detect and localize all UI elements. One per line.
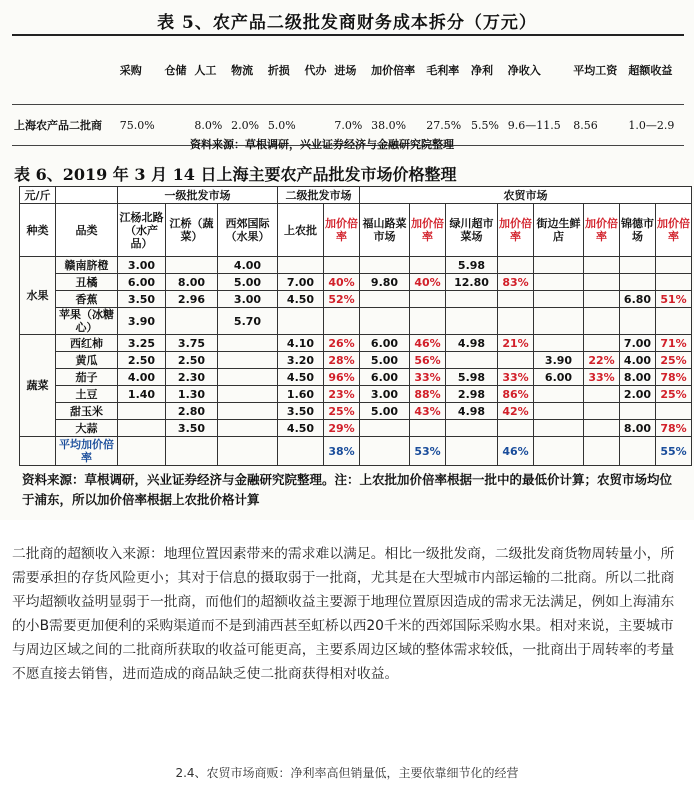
price-cell: 29% xyxy=(324,420,360,437)
average-cell xyxy=(218,437,278,466)
price-cell: 56% xyxy=(410,352,446,369)
item-name-cell: 土豆 xyxy=(56,386,118,403)
price-cell: 3.50 xyxy=(278,403,324,420)
price-cell xyxy=(278,257,324,274)
col-header: 锦德市场 xyxy=(620,204,656,257)
price-cell: 12.80 xyxy=(446,274,498,291)
price-cell xyxy=(218,352,278,369)
price-cell xyxy=(360,420,410,437)
price-cell: 96% xyxy=(324,369,360,386)
price-cell: 8.00 xyxy=(166,274,218,291)
average-cell: 53% xyxy=(410,437,446,466)
price-cell: 5.70 xyxy=(218,308,278,335)
table5-header-cell xyxy=(12,35,118,105)
price-cell: 6.80 xyxy=(620,291,656,308)
table5-header-cell: 折损 xyxy=(267,64,290,77)
table5-cell: 8.0% xyxy=(194,118,223,132)
price-cell xyxy=(324,308,360,335)
col-header: 江桥（蔬菜） xyxy=(166,204,218,257)
price-cell: 2.98 xyxy=(446,386,498,403)
price-cell: 3.75 xyxy=(166,335,218,352)
col-header: 绿川超市菜场 xyxy=(446,204,498,257)
col-header: 加价倍率 xyxy=(410,204,446,257)
price-cell: 8.00 xyxy=(620,420,656,437)
price-cell: 71% xyxy=(656,335,692,352)
price-cell: 1.60 xyxy=(278,386,324,403)
price-cell: 52% xyxy=(324,291,360,308)
price-cell: 4.50 xyxy=(278,291,324,308)
item-name-cell: 香蕉 xyxy=(56,291,118,308)
price-cell xyxy=(534,335,584,352)
table5-header-row xyxy=(12,35,684,105)
price-cell xyxy=(410,257,446,274)
item-name-cell: 赣南脐橙 xyxy=(56,257,118,274)
price-cell xyxy=(324,257,360,274)
table6-row xyxy=(20,308,692,335)
col-header: 西郊国际（水果） xyxy=(218,204,278,257)
price-cell xyxy=(498,352,534,369)
unit-cell: 元/斤 xyxy=(20,187,56,204)
table5-cell: 9.6—11.5 xyxy=(507,118,561,132)
item-name-cell: 西红柿 xyxy=(56,335,118,352)
price-cell xyxy=(584,386,620,403)
price-cell xyxy=(584,291,620,308)
price-cell: 2.00 xyxy=(620,386,656,403)
price-cell: 6.00 xyxy=(534,369,584,386)
price-cell: 40% xyxy=(410,274,446,291)
price-cell: 51% xyxy=(656,291,692,308)
table5-header-cell: 加价倍率 xyxy=(371,64,416,77)
price-cell: 3.50 xyxy=(118,291,166,308)
price-cell: 40% xyxy=(324,274,360,291)
price-cell xyxy=(620,403,656,420)
price-cell: 43% xyxy=(410,403,446,420)
average-cell: 38% xyxy=(324,437,360,466)
category-cell: 水果 xyxy=(20,257,56,335)
table5-cell: 2.0% xyxy=(231,118,260,132)
price-cell: 33% xyxy=(584,369,620,386)
price-cell: 1.40 xyxy=(118,386,166,403)
price-cell: 3.50 xyxy=(166,420,218,437)
table5-header-cell: 净利 xyxy=(471,64,494,77)
table5 xyxy=(12,34,684,146)
price-cell: 7.00 xyxy=(620,335,656,352)
table5-cell: 38.0% xyxy=(371,118,407,132)
price-cell: 9.80 xyxy=(360,274,410,291)
col-header: 加价倍率 xyxy=(584,204,620,257)
table6-row xyxy=(20,386,692,403)
price-cell: 1.30 xyxy=(166,386,218,403)
table6-row xyxy=(20,291,692,308)
price-cell xyxy=(534,420,584,437)
price-cell: 26% xyxy=(324,335,360,352)
price-cell xyxy=(584,274,620,291)
table5-row-label: 上海农产品二批商 xyxy=(14,119,102,132)
table6-note: 资料来源：草根调研，兴业证券经济与金融研究院整理。注：上农批加价倍率根据一批中的最低价计算；农贸市场均位于浦东，所以加价倍率根据上农批价格计算 xyxy=(22,472,673,507)
average-cell xyxy=(166,437,218,466)
price-cell xyxy=(410,291,446,308)
price-cell: 4.50 xyxy=(278,369,324,386)
price-cell xyxy=(534,403,584,420)
price-cell xyxy=(410,420,446,437)
price-cell xyxy=(584,335,620,352)
price-cell: 3.90 xyxy=(118,308,166,335)
price-cell xyxy=(620,274,656,291)
item-name-cell: 茄子 xyxy=(56,369,118,386)
table6-row xyxy=(20,420,692,437)
table5-header-cell: 物流 xyxy=(231,64,254,77)
price-cell: 3.25 xyxy=(118,335,166,352)
price-cell xyxy=(360,291,410,308)
table5-header-cell: 代办 xyxy=(304,64,327,77)
price-cell: 6.00 xyxy=(360,335,410,352)
col-header: 加价倍率 xyxy=(498,204,534,257)
price-cell xyxy=(360,308,410,335)
average-cell: 55% xyxy=(656,437,692,466)
price-cell: 5.00 xyxy=(218,274,278,291)
average-cell xyxy=(118,437,166,466)
col-header: 上农批 xyxy=(278,204,324,257)
price-cell: 4.98 xyxy=(446,335,498,352)
price-cell xyxy=(278,308,324,335)
price-cell xyxy=(218,403,278,420)
item-name-cell: 黄瓜 xyxy=(56,352,118,369)
price-cell: 3.00 xyxy=(360,386,410,403)
table5-header-cell: 毛利率 xyxy=(426,64,460,77)
item-name-cell: 丑橘 xyxy=(56,274,118,291)
price-cell xyxy=(534,308,584,335)
table5-title: 表 5、农产品二级批发商财务成本拆分（万元） xyxy=(157,13,537,33)
price-cell: 6.00 xyxy=(360,369,410,386)
table5-cell: 5.5% xyxy=(471,118,499,132)
average-cell xyxy=(360,437,410,466)
price-cell xyxy=(584,403,620,420)
price-cell xyxy=(446,308,498,335)
table5-header-cell: 超额收益 xyxy=(628,64,673,77)
table6-row xyxy=(20,335,692,352)
price-cell xyxy=(218,386,278,403)
table5-header-cell: 仓储 xyxy=(164,64,187,77)
table5-header-cell: 进场 xyxy=(334,64,357,77)
price-cell: 7.00 xyxy=(278,274,324,291)
price-cell: 28% xyxy=(324,352,360,369)
price-cell: 3.90 xyxy=(534,352,584,369)
price-cell: 4.50 xyxy=(278,420,324,437)
price-cell xyxy=(498,308,534,335)
price-cell: 25% xyxy=(656,352,692,369)
table6-row xyxy=(20,257,692,274)
average-cell xyxy=(278,437,324,466)
price-cell: 46% xyxy=(410,335,446,352)
table5-cell: 75.0% xyxy=(119,118,155,132)
price-cell xyxy=(218,369,278,386)
average-cell xyxy=(620,437,656,466)
price-cell xyxy=(620,257,656,274)
price-cell xyxy=(534,291,584,308)
price-cell xyxy=(446,420,498,437)
price-cell xyxy=(534,274,584,291)
price-cell xyxy=(656,403,692,420)
price-cell: 3.00 xyxy=(118,257,166,274)
table5-cell: 5.0% xyxy=(267,118,296,132)
price-cell xyxy=(410,308,446,335)
price-cell: 3.00 xyxy=(218,291,278,308)
price-cell: 23% xyxy=(324,386,360,403)
average-cell xyxy=(584,437,620,466)
table5-cell: 7.0% xyxy=(334,118,363,132)
body-paragraph: 二批商的超额收入来源：地理位置因素带来的需求难以满足。相比一级批发商，二级批发商货物周转量小，所需要承担的存货风险更小；其对于信息的摄取弱于一批商，尤其是在大型城市内部运输的二批商。所以二批商平均超额收益明显弱于一批商，而他们的超额收益主要源于地理位置原因造成的需求无法满足，例如上海浦东的小B需要更加便利的采购渠道而不是到浦西甚至虹桥以西20千米的西郊国际采购水果。相对来说，主要城市与周边区域之间的二批商所获取的收益可能更高，主要系周边区域的整体需求较低，一批商出于周转率的考量不愿直接去销售，进而造成的商品缺乏使二批商获得相对收益。 xyxy=(12,546,675,682)
price-cell xyxy=(498,291,534,308)
average-cell: 46% xyxy=(498,437,534,466)
average-cell xyxy=(534,437,584,466)
price-cell: 25% xyxy=(656,386,692,403)
price-cell xyxy=(534,386,584,403)
price-cell: 5.00 xyxy=(360,403,410,420)
price-cell xyxy=(166,308,218,335)
table6-row xyxy=(20,403,692,420)
price-cell: 4.00 xyxy=(118,369,166,386)
price-cell xyxy=(166,257,218,274)
table5-header-cell: 采购 xyxy=(119,64,142,77)
col-kind-header: 种类 xyxy=(20,204,56,257)
table5-header-cell: 平均工资 xyxy=(573,64,618,77)
price-cell xyxy=(118,420,166,437)
price-cell xyxy=(584,420,620,437)
price-cell: 88% xyxy=(410,386,446,403)
price-cell xyxy=(534,257,584,274)
price-cell: 21% xyxy=(498,335,534,352)
table6-row xyxy=(20,369,692,386)
col-header: 江杨北路（水产品） xyxy=(118,204,166,257)
blank-header xyxy=(56,187,118,204)
item-name-cell: 苹果（冰糖心） xyxy=(56,308,118,335)
average-label: 平均加价倍率 xyxy=(56,437,118,466)
price-cell: 4.00 xyxy=(218,257,278,274)
price-cell: 3.20 xyxy=(278,352,324,369)
table6-row xyxy=(20,352,692,369)
item-name-cell: 大蒜 xyxy=(56,420,118,437)
table5-header-cell: 人工 xyxy=(194,64,217,77)
price-cell: 86% xyxy=(498,386,534,403)
table5-header-cell: 净收入 xyxy=(507,64,541,77)
price-cell xyxy=(656,308,692,335)
price-cell xyxy=(620,308,656,335)
price-cell: 8.00 xyxy=(620,369,656,386)
price-cell: 42% xyxy=(498,403,534,420)
category-cell: 蔬菜 xyxy=(20,335,56,437)
price-cell: 2.50 xyxy=(118,352,166,369)
table6 xyxy=(19,186,692,466)
table5-cell: 27.5% xyxy=(426,118,462,132)
price-cell xyxy=(446,291,498,308)
group-header-secondary: 二级批发市场 xyxy=(278,187,360,204)
price-cell xyxy=(498,257,534,274)
price-cell: 4.00 xyxy=(620,352,656,369)
col-item-header: 品类 xyxy=(56,204,118,257)
price-cell: 33% xyxy=(410,369,446,386)
table5-cell: 1.0—2.9 xyxy=(628,118,675,132)
col-header: 加价倍率 xyxy=(656,204,692,257)
price-cell: 6.00 xyxy=(118,274,166,291)
group-header-primary: 一级批发市场 xyxy=(118,187,278,204)
price-cell: 2.50 xyxy=(166,352,218,369)
price-cell: 2.96 xyxy=(166,291,218,308)
price-cell xyxy=(360,257,410,274)
price-cell: 22% xyxy=(584,352,620,369)
average-row xyxy=(20,437,692,466)
price-cell xyxy=(584,308,620,335)
group-header-market: 农贸市场 xyxy=(360,187,692,204)
price-cell: 5.98 xyxy=(446,257,498,274)
table6-row xyxy=(20,274,692,291)
col-header: 福山路菜市场 xyxy=(360,204,410,257)
price-cell: 4.10 xyxy=(278,335,324,352)
average-cell xyxy=(446,437,498,466)
price-cell: 2.80 xyxy=(166,403,218,420)
col-header: 加价倍率 xyxy=(324,204,360,257)
price-cell xyxy=(498,420,534,437)
col-header: 街边生鲜店 xyxy=(534,204,584,257)
price-cell xyxy=(656,257,692,274)
price-cell: 2.30 xyxy=(166,369,218,386)
price-cell xyxy=(118,403,166,420)
item-name-cell: 甜玉米 xyxy=(56,403,118,420)
table5-cell xyxy=(163,105,193,146)
price-cell xyxy=(446,352,498,369)
price-cell xyxy=(218,420,278,437)
price-cell xyxy=(218,335,278,352)
price-cell xyxy=(584,257,620,274)
section-heading: 2.4、农贸市场商贩：净利率高但销量低，主要依靠细节化的经营 xyxy=(175,766,519,780)
price-cell xyxy=(656,274,692,291)
blank-cell xyxy=(20,437,56,466)
price-cell: 25% xyxy=(324,403,360,420)
table5-source: 资料来源：草根调研，兴业证券经济与金融研究院整理 xyxy=(190,138,454,151)
table6-title: 表 6、2019 年 3 月 14 日上海主要农产品批发市场价格整理 xyxy=(14,165,457,184)
price-cell: 78% xyxy=(656,420,692,437)
price-cell: 78% xyxy=(656,369,692,386)
price-cell: 4.98 xyxy=(446,403,498,420)
price-cell: 5.98 xyxy=(446,369,498,386)
table5-cell: 8.56 xyxy=(573,118,598,132)
price-cell: 33% xyxy=(498,369,534,386)
price-cell: 83% xyxy=(498,274,534,291)
price-cell: 5.00 xyxy=(360,352,410,369)
